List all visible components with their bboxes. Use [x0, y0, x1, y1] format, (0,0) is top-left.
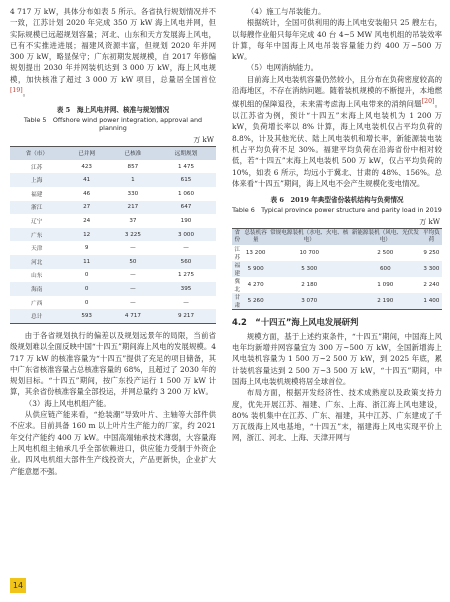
- table-cell: 甘肃: [232, 293, 243, 310]
- table5-unit: 万 kW: [193, 135, 214, 144]
- table6: [232, 228, 442, 310]
- table-header-cell: 已核准: [110, 146, 156, 160]
- table-header-cell: 省份: [232, 228, 243, 245]
- paragraph-scale: 规模方面，基于上述约束条件，“十四五”期间，中国海上风电年均新增并网容量宜为 300 万~500 万 kW，全国新增海上风电装机容量为 1 500 万~2 500 万 kW，到 2025 年底，累计装机容量达到 2 500 万~3 500 万 kW，“十四五”期间，中国海上风电装机规模将居全球首位。: [232, 331, 442, 386]
- table5-caption-en: Table 5 Offshore wind power integration, approval and planning: [23, 115, 203, 133]
- paragraph-supply-chain: 从供应链产能来看，“抢装潮”导致叶片、主轴等大部件供不应求。目前具备 160 m 以上叶片生产能力的厂家，约 2021 年交付产能约 400 万 kW。中国高端轴承技术薄弱，大容量海上风电机组主轴承几乎全部依赖进口，供应能力受制于外资企业。四风电机组大部件生产线投资大，产品更新快，企业扩大产能意愿不强。: [10, 410, 216, 476]
- table-cell: 560: [156, 255, 216, 269]
- table-row: [10, 214, 216, 228]
- table-header-cell: 总装机容量: [244, 229, 267, 243]
- table-row: [10, 255, 216, 269]
- table-cell: —: [130, 245, 136, 252]
- table-cell: 37: [129, 218, 137, 225]
- table-cell: 615: [156, 173, 216, 187]
- table-cell: 浙江: [10, 201, 64, 215]
- table-cell: 2 180: [301, 281, 318, 288]
- table-row: [232, 261, 442, 277]
- table-cell: 总计: [10, 309, 64, 323]
- table6-unit: 万 kW: [419, 217, 440, 226]
- paragraph-installation: 根据统计，全国可供利用的海上风电安装船只 25 艘左右，以每艘作业船只每年完成 40 台 4~5 MW 风电机组的吊装效率计算，每年中国海上风电吊装容量能力约 400 万~500 万 kW。: [232, 18, 442, 62]
- table-cell: 4 270: [247, 281, 264, 288]
- table-cell: 9 217: [156, 309, 216, 323]
- table6-caption-en: Table 6 Typical province power structure and parity load in 2019: [232, 206, 442, 215]
- table-cell: 广西: [31, 300, 43, 307]
- table-cell: 2 190: [350, 293, 421, 310]
- table-cell: 上海: [10, 173, 64, 187]
- table-cell: 9 250: [423, 249, 440, 256]
- table-row: [10, 187, 216, 201]
- right-column: [232, 6, 442, 444]
- table-cell: 广东: [10, 228, 64, 242]
- paragraph-grid: 目前海上风电装机容量仍然较小，且分布在负荷密度较高的沿海地区，不存在消纳问题。随着装机规模的不断提升，本地燃煤机组的保障退役，未来需考虑海上风电带来的消纳问题[20]。以江苏省为例，预计“十四五”末海上风电装机为 1 200 万 kW，负荷增长率以 8% 计算，海上风电装机仅占平均负荷的 8.8%，计及其他光伏、陆上风电装机和增长率，新能源装电装机占平均负荷不足 30%。福建平均负荷在沿海省份中相对较低，若“十四五”末海上风电装机 500 万 kW，仅占平均负荷的 10%，如表 6 所示，均远小于冀北、甘肃的 48%、156%。总体来看“十四五”期间，海上风电不会产生规模化变电情况。: [232, 74, 442, 188]
- table-cell: 天津: [31, 246, 43, 253]
- table-cell: 647: [156, 201, 216, 215]
- table-row: [232, 277, 442, 293]
- table-cell: 1 400: [421, 293, 442, 310]
- subheading-installation: （4）施工与吊装能力。: [246, 7, 326, 16]
- table-cell: 河北: [10, 255, 64, 269]
- paragraph-approval: 由于各省规划执行的偏差以及规划远景年的局限，当前省级规划难以全面反映中国“十四五”期间海上风电的发展规模。4 717 万 kW 的核准容量为“十四五”提供了充足的项目储备，其中广东省核准容量占总核准容量的 68%，且超过了 2030 年的规划目标。“十四五”期间，按广东投产运行 1 500 万 kW 计算，其余省份核准容量全部投运，并网总量约 3 200 万 kW。: [10, 330, 216, 397]
- table-cell: 27: [64, 201, 110, 215]
- table-cell: 0: [84, 299, 89, 306]
- table-cell: 3 300: [421, 261, 442, 277]
- table-cell: 857: [127, 163, 139, 170]
- table-cell: 13 200: [245, 249, 266, 256]
- table-cell: 2 240: [423, 281, 440, 288]
- table-cell: —: [183, 245, 189, 252]
- table-cell: 3 000: [156, 228, 216, 242]
- table-cell: 600: [350, 261, 421, 277]
- table-cell: 41: [64, 173, 110, 187]
- table-cell: —: [110, 282, 156, 296]
- table-cell: 1: [110, 173, 156, 187]
- table-header-cell: 已并网: [64, 146, 110, 160]
- table-cell: 46: [83, 190, 91, 197]
- table-cell: 1 060: [177, 190, 194, 197]
- table-cell: 1 090: [377, 281, 394, 288]
- table-cell: 12: [64, 228, 110, 242]
- table-row: [10, 309, 216, 323]
- table-header-cell: 常规电源装机（水电、火电、核电）: [270, 229, 349, 243]
- table-cell: 1 275: [177, 272, 194, 279]
- table-cell: —: [183, 299, 189, 306]
- table-cell: 山东: [31, 273, 43, 280]
- table-cell: 395: [156, 282, 216, 296]
- table-cell: 2 500: [377, 249, 394, 256]
- table-cell: 11: [64, 255, 110, 269]
- table-cell: 5 260: [243, 293, 269, 310]
- table-cell: 5 300: [269, 261, 350, 277]
- table-row: [10, 282, 216, 296]
- table-cell: 50: [110, 255, 156, 269]
- table-cell: —: [130, 299, 136, 306]
- table-cell: 4 717: [110, 309, 156, 323]
- table-cell: 江苏: [234, 246, 241, 261]
- table-row: [10, 269, 216, 283]
- table-cell: 217: [110, 201, 156, 215]
- paragraph-intro: 4 717 万 kW，具体分布如表 5 所示。各省执行规划情况并不一致，江苏计划 2020 年完成 350 万 kW 海上风电并网，但实际规模已远超规划容量；河北、山东和天方发展海上风电，已有不实推进进展；福建风资源丰富，但规划 2020 年并网 300 万 kW，略显保守；广东初期发展规模，自 2017 年修编规划提出 2030 年并网装机达到 3 000 万 kW，海上风电规模，加快核准了超过 3 000 万 kW 项目，总量居全国首位[19]。: [10, 7, 216, 98]
- table-row: [10, 228, 216, 242]
- table-header-cell: 新能源装机（风电、光伏发电）: [351, 229, 419, 243]
- table-cell: 3 070: [269, 293, 350, 310]
- page-number: 14: [10, 578, 26, 593]
- table-cell: 3 225: [110, 228, 156, 242]
- table-cell: 0: [64, 282, 110, 296]
- table-row: [232, 245, 442, 261]
- table5: [10, 146, 216, 324]
- table-row: [10, 296, 216, 310]
- table-cell: 9: [84, 245, 89, 252]
- table-cell: 593: [64, 309, 110, 323]
- left-column: [10, 6, 216, 477]
- table-cell: 423: [81, 163, 92, 170]
- table-header-cell: 省（市）: [10, 146, 64, 160]
- table-cell: 1 475: [177, 163, 194, 170]
- citation-ref[interactable]: [20]: [421, 98, 435, 106]
- section-title-4-2: 4.2 “十四五”海上风电发展研判: [232, 316, 359, 327]
- table-cell: 10 700: [299, 249, 320, 256]
- table-cell: 江苏: [31, 164, 43, 171]
- table-cell: 辽宁: [31, 219, 43, 226]
- table-cell: 海南: [10, 282, 64, 296]
- table-cell: 5 900: [243, 261, 269, 277]
- table-row: [232, 293, 442, 310]
- table-cell: 福建: [232, 261, 243, 277]
- table-cell: 福建: [31, 191, 43, 198]
- citation-ref[interactable]: [19]: [10, 87, 23, 95]
- table-cell: —: [130, 272, 136, 279]
- table-cell: 0: [84, 272, 89, 279]
- table6-caption-cn: 表 6 2019 年典型省份装机结构与负荷情况: [270, 196, 404, 205]
- table-cell: 24: [83, 218, 91, 225]
- table5-caption-cn: 表 5 海上风电并网、核准与规划情况: [56, 105, 170, 114]
- table-row: [10, 160, 216, 174]
- table-cell: 190: [180, 218, 192, 225]
- subheading-turbine-capacity: （3）海上风电机组产能。: [24, 398, 111, 408]
- subheading-grid: （5）电网消纳能力。: [246, 63, 319, 73]
- table-cell: 330: [127, 190, 139, 197]
- table-row: [10, 173, 216, 187]
- table-row: [10, 241, 216, 255]
- paragraph-layout: 布局方面，根据开发经济性、技术成熟度以及政策支持力度，优先开展江苏、福建、广东、上海、浙江海上风电建设，80% 装机集中在江苏、广东、福建，其中江苏、广东建成了千万瓦级海上风电基地，“十四五”末，福建海上风电实现平价上网，浙江、河北、上海、天津开网与: [232, 388, 442, 443]
- table-header-cell: 远期规划: [156, 146, 216, 160]
- table-header-cell: 平均负荷: [421, 228, 442, 245]
- table-cell: 冀北: [234, 278, 241, 293]
- table-row: [10, 201, 216, 215]
